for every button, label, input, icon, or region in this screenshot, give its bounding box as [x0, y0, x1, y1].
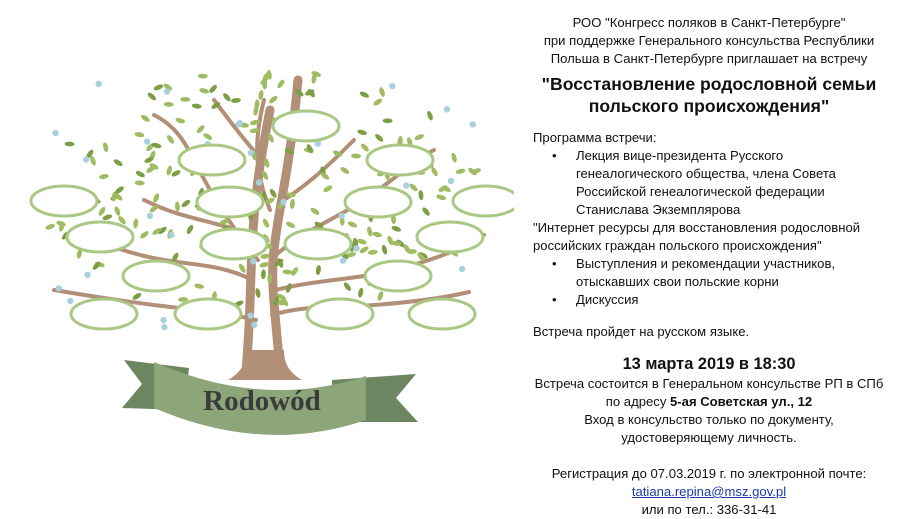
venue-address: 5-ая Советская ул., 12 [670, 394, 813, 409]
event-title-line-2: польского происхождения" [588, 96, 830, 116]
tree-leaf [97, 206, 106, 217]
tree-leaf [45, 223, 56, 231]
invitation-text [533, 14, 885, 517]
tree-leaf [259, 261, 270, 268]
registration-line: Регистрация до 07.03.2019 г. по электронной почте: [551, 466, 867, 481]
tree-leaf [140, 113, 151, 123]
program-item-discussion: • Дискуссия [576, 291, 885, 309]
name-frame-oval [417, 222, 483, 252]
tree-berry [235, 121, 241, 127]
tree-berry [84, 272, 90, 278]
organizer-line-3: Польша в Санкт-Петербурге приглашает на встречу [550, 51, 868, 66]
tree-berry [340, 257, 346, 263]
tree-leaf [102, 142, 109, 153]
program-item-lecture [576, 147, 885, 219]
tree-berry [164, 88, 170, 94]
name-frame-oval [71, 299, 137, 329]
tree-leaf [152, 192, 160, 203]
tree-leaf [282, 269, 292, 275]
tree-leaf [359, 90, 370, 99]
tree-leaf [199, 87, 210, 94]
tree-leaf [134, 131, 145, 137]
name-frame-oval [453, 186, 514, 216]
tree-leaf [255, 288, 262, 299]
tree-berry [248, 313, 254, 319]
talks-line-1: • Выступления и рекомендации участников, [576, 256, 836, 271]
tree-leaf [202, 132, 213, 141]
tree-berry [168, 232, 174, 238]
tree-leaf [357, 129, 368, 136]
tree-leaf [430, 166, 439, 177]
talks-line-2: отыскавших свои польские корни [576, 274, 779, 289]
lecture-title-line-2: российских граждан польского происхождения" [533, 238, 822, 253]
tree-leaf [360, 142, 370, 152]
tree-berry [67, 298, 73, 304]
name-frame-oval [197, 187, 263, 217]
tree-berry [248, 150, 254, 156]
tree-leaf [289, 199, 295, 210]
tree-leaf [315, 265, 321, 276]
name-frame-oval [367, 145, 433, 175]
venue-prefix: по адресу [605, 394, 671, 409]
tree-leaf [408, 182, 419, 192]
program-list [533, 147, 885, 219]
tree-berry [353, 245, 359, 251]
tree-leaf [135, 170, 146, 179]
tree-leaf [151, 142, 162, 149]
tree-leaf [339, 166, 350, 176]
tree-leaf [261, 269, 266, 279]
tree-berry [147, 213, 153, 219]
tree-berry [403, 182, 409, 188]
tree-berry [250, 258, 256, 264]
tree-berry [52, 130, 58, 136]
lecture-line-4: Станислава Экземплярова [576, 202, 741, 217]
email-line [533, 483, 885, 501]
tree-leaf [170, 169, 181, 178]
tree-leaf [113, 205, 121, 216]
lecture-line-3: Российской генеалогической федерации [576, 184, 825, 199]
tree-leaf [372, 231, 383, 238]
tree-berry [83, 156, 89, 162]
tree-berry [444, 106, 450, 112]
name-frame-oval [307, 299, 373, 329]
tree-leaf [455, 168, 466, 175]
tree-leaf [113, 158, 124, 167]
tree-leaf [131, 292, 142, 301]
ribbon-label: Rodowód [203, 385, 321, 417]
tree-leaf [347, 220, 358, 228]
name-frame-oval [179, 145, 245, 175]
program-list-continued [533, 255, 885, 309]
tree-leaf [378, 87, 386, 98]
entry-note-line-1: Вход в консульство только по документу, [584, 412, 834, 427]
family-tree-svg [14, 50, 514, 515]
tree-leaf [139, 230, 150, 240]
tree-leaf [102, 213, 113, 221]
tree-leaf [166, 134, 176, 145]
tree-leaf [268, 188, 277, 199]
tree-leaf [383, 118, 393, 123]
organizer-line-2: при поддержке Генерального консульства Республики [543, 33, 875, 48]
tree-leaf [372, 97, 383, 107]
tree-berry [389, 83, 395, 89]
tree-leaf [133, 218, 139, 229]
program-item-talks [576, 255, 885, 291]
tree-leaf [134, 180, 144, 185]
program-section [533, 129, 885, 309]
tree-leaf [391, 225, 402, 233]
tree-leaf [414, 133, 425, 141]
tree-leaf [222, 92, 232, 103]
tree-leaf [194, 283, 205, 290]
tree-leaf [180, 199, 191, 209]
tree-leaf [426, 110, 434, 121]
tree-trunk-base [228, 350, 302, 380]
tree-berry [144, 138, 150, 144]
name-frame-oval [201, 229, 267, 259]
tree-leaf [175, 201, 180, 211]
tree-leaf [147, 91, 158, 101]
tree-leaf [99, 173, 110, 179]
tree-leaf [351, 153, 361, 158]
name-frame-oval [31, 186, 97, 216]
family-tree-illustration [14, 50, 514, 515]
tree-leaf [180, 97, 190, 102]
tree-berry [56, 285, 62, 291]
event-date-time: 13 марта 2019 в 18:30 [622, 355, 796, 373]
tree-leaf [310, 207, 321, 217]
entry-note-line-2: удостоверяющему личность. [621, 430, 797, 445]
name-frame-oval [345, 187, 411, 217]
tree-leaf [186, 224, 195, 235]
name-frame-oval [273, 111, 339, 141]
tree-leaf [164, 102, 174, 107]
venue-line-1: Встреча состоится в Генеральном консульстве РП в СПб [534, 376, 884, 391]
tree-leaf [191, 103, 202, 109]
language-note: Встреча пройдет на русском языке. [533, 324, 750, 339]
tree-berry [280, 199, 286, 205]
tree-leaf [262, 218, 271, 229]
tree-berry [161, 324, 167, 330]
email-link[interactable]: tatiana.repina@msz.gov.pl [631, 484, 787, 499]
tree-leaf [231, 97, 241, 103]
name-frame-oval [123, 261, 189, 291]
tree-leaf [374, 133, 385, 143]
tree-leaf [276, 78, 286, 89]
tree-berry [338, 213, 344, 219]
venue-line-2 [533, 393, 885, 411]
tree-leaf [175, 117, 186, 125]
tree-leaf [322, 184, 333, 193]
name-frame-oval [409, 299, 475, 329]
tree-leaf [421, 206, 431, 217]
organizer-line-1: РОО "Конгресс поляков в Санкт-Петербурге" [572, 15, 846, 30]
tree-leaf [285, 220, 296, 229]
tree-berry [470, 121, 476, 127]
tree-leaf [196, 124, 206, 135]
tree-leaf [381, 244, 388, 255]
tree-leaf [368, 249, 379, 255]
tree-leaf [64, 141, 74, 146]
lecture-line-2: генеалогического общества, члена Совета [576, 166, 836, 181]
event-title-line-1: "Восстановление родословной семьи [541, 74, 877, 94]
tree-berry [251, 322, 257, 328]
name-frame-oval [365, 261, 431, 291]
tree-berry [96, 81, 102, 87]
tree-berry [459, 266, 465, 272]
tree-berry [160, 317, 166, 323]
tree-leaf [268, 95, 279, 105]
lecture-title-line-1: "Интернет ресурсы для восстановления родословной [533, 220, 861, 235]
tree-leaf [153, 83, 164, 91]
phone-line: или по тел.: 336-31-41 [641, 502, 777, 517]
tree-leaf [376, 290, 384, 301]
tree-leaf [450, 152, 457, 163]
tree-leaf [342, 281, 352, 292]
tree-leaf [357, 287, 364, 298]
name-frame-oval [67, 222, 133, 252]
tree-leaf [436, 193, 447, 201]
tree-berry [448, 178, 454, 184]
program-title: Программа встречи: [533, 130, 657, 145]
tree-leaf [198, 74, 208, 79]
tree-leaf [418, 190, 424, 201]
tree-berry [256, 179, 262, 185]
lecture-line-1: • Лекция вице-президента Русского [576, 148, 784, 163]
name-frame-oval [175, 299, 241, 329]
tree-leaf [208, 84, 218, 95]
tree-leaf [366, 226, 373, 237]
name-frame-oval [285, 229, 351, 259]
